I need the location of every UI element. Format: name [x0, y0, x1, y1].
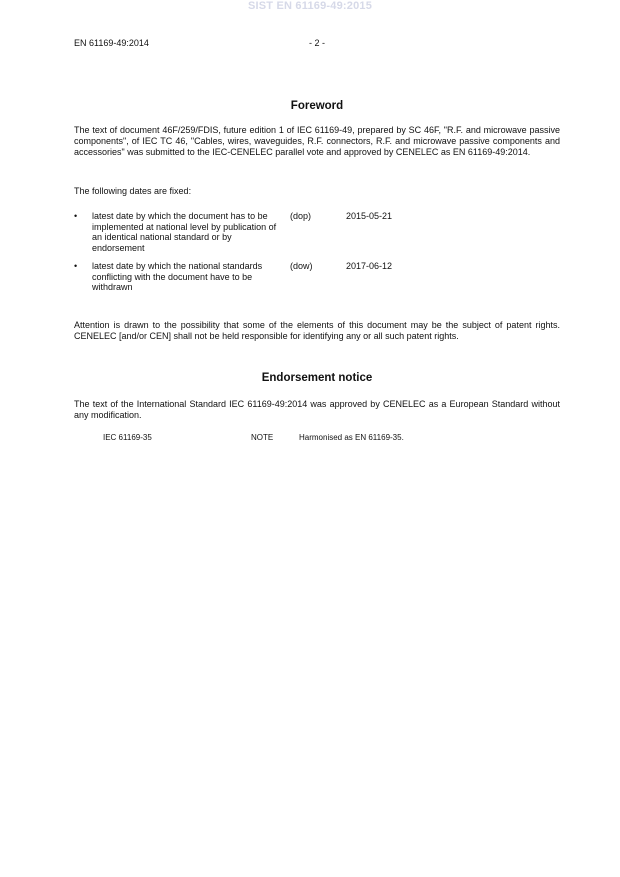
endorsement-text: The text of the International Standard IEC 61169-49:2014 was approved by CENELEC as a European Standard without any modification. [74, 399, 560, 420]
date-description: latest date by which the document has to be implemented at national level by publication of an identical national standard or by endorsement [92, 211, 277, 253]
watermark: SIST EN 61169-49:2015 [247, 0, 373, 12]
header-doc-id: EN 61169-49:2014 [74, 38, 149, 48]
date-item-dop [74, 211, 560, 261]
date-item-dow [74, 261, 560, 301]
reference-note-text: Harmonised as EN 61169-35. [299, 433, 404, 442]
page-number: - 2 - [308, 38, 325, 48]
patent-attention: Attention is drawn to the possibility that some of the elements of this document may be the subject of patent rights. CENELEC [and/or CEN] shall not be held responsible for identifying any or all such patent rights. [74, 320, 560, 341]
endorsement-title: Endorsement notice [261, 372, 373, 384]
date-abbreviation: (dow) [290, 261, 313, 271]
date-value: 2015-05-21 [346, 211, 393, 221]
dates-list [74, 211, 560, 301]
date-description: latest date by which the national standards conflicting with the document have to be withdrawn [92, 261, 263, 292]
foreword-intro: The text of document 46F/259/FDIS, future edition 1 of IEC 61169-49, prepared by SC 46F, "R.F. and microwave passive components", of IEC TC 46, "Cables, wires, waveguides, R.F. connectors, R.F. and microwave passive components and accessories" was submitted to the IEC-CENELEC parallel vote and approved by CENELEC as EN 61169-49:2014. [74, 125, 560, 157]
dates-intro: The following dates are fixed: [74, 186, 192, 196]
bullet: • [74, 261, 78, 271]
date-value: 2017-06-12 [346, 261, 393, 271]
foreword-title: Foreword [290, 100, 344, 112]
reference-note-label: NOTE [251, 433, 274, 442]
date-abbreviation: (dop) [290, 211, 312, 221]
reference-standard: IEC 61169-35 [103, 433, 152, 442]
bullet: • [74, 211, 78, 221]
